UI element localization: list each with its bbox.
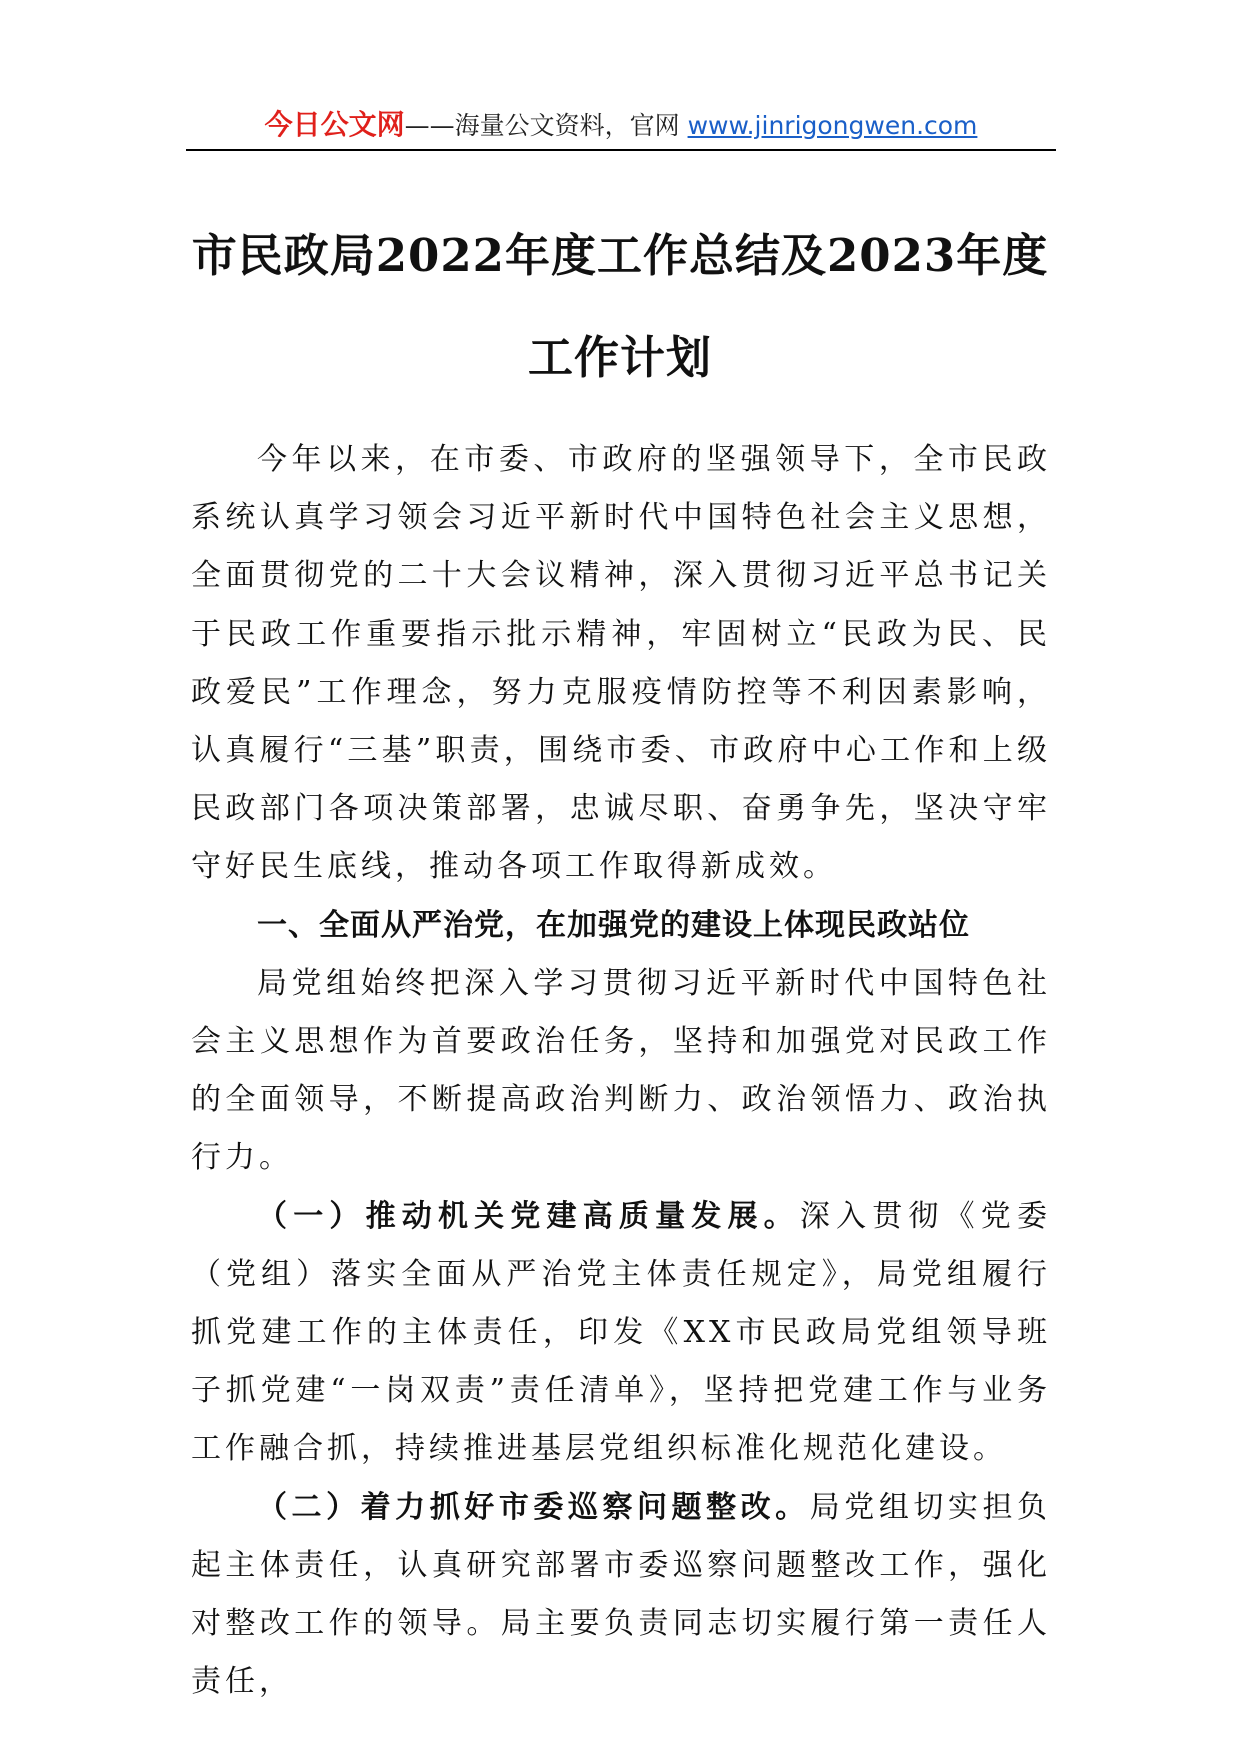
section-1-paragraph: 局党组始终把深入学习贯彻习近平新时代中国特色社会主义思想作为首要政治任务，坚持和加强党对民政工作的全面领导，不断提高政治判断力、政治领悟力、政治执行力。 — [191, 965, 1051, 1176]
section-1-heading: 一、全面从严治党，在加强党的建设上体现民政站位 — [257, 907, 970, 943]
header-divider — [186, 149, 1056, 151]
item-1-text: 深入贯彻《党委（党组）落实全面从严治党主体责任规定》，局党组履行抓党建工作的主体责任，印发《XX市民政局党组领导班子抓党建“一岗双责”责任清单》，坚持把党建工作与业务工作融合抓，持续推进基层党组织标准化规范化建设。 — [191, 1198, 1052, 1467]
item-2-text: 局党组切实担负起主体责任，认真研究部署市委巡察问题整改工作，强化对整改工作的领导。局主要负责同志切实履行第一责任人责任， — [191, 1489, 1052, 1700]
brand-name: 今日公文网 — [264, 108, 405, 141]
item-2-lead: （二）着力抓好市委巡察问题整改。 — [257, 1489, 810, 1525]
page-header — [186, 100, 1056, 150]
title-line-2: 工作计划 — [527, 331, 712, 384]
document-body — [191, 431, 1051, 1711]
document-title — [150, 205, 1090, 409]
website-link[interactable]: www.jinrigongwen.com — [687, 111, 978, 140]
item-2-paragraph — [191, 1479, 1051, 1712]
item-1-paragraph — [191, 1188, 1051, 1479]
title-line-1: 市民政局2022年度工作总结及2023年度 — [191, 229, 1049, 282]
intro-paragraph: 今年以来，在市委、市政府的坚强领导下，全市民政系统认真学习领会习近平新时代中国特色社会主义思想，全面贯彻党的二十大会议精神，深入贯彻习近平总书记关于民政工作重要指示批示精神，牢固树立“民政为民、民政爱民”工作理念，努力克服疫情防控等不利因素影响，认真履行“三基”职责，围绕市委、市政府中心工作和上级民政部门各项决策部署，忠诚尽职、奋勇争先，坚决守牢守好民生底线，推动各项工作取得新成效。 — [191, 442, 1051, 885]
item-1-lead: （一）推动机关党建高质量发展。 — [257, 1198, 800, 1234]
header-tagline: ——海量公文资料，官网 — [404, 111, 688, 140]
